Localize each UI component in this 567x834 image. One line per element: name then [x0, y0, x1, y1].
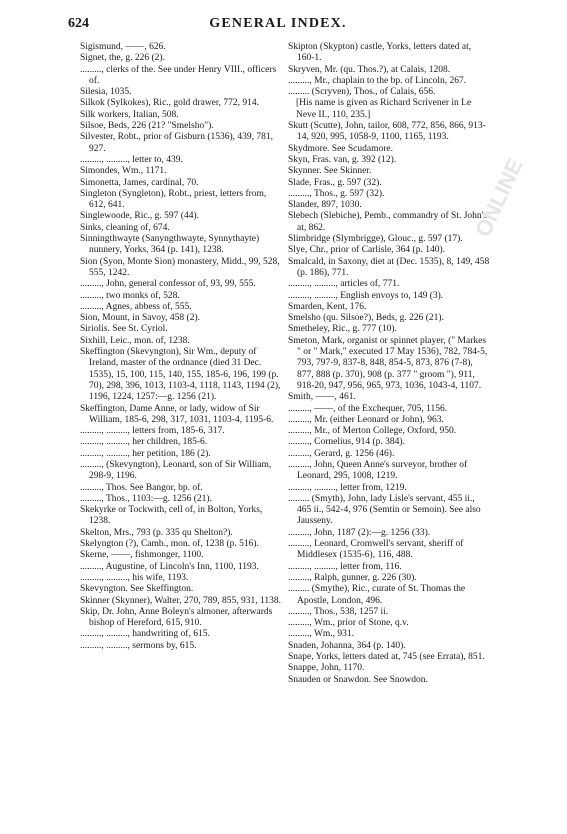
index-entry: Silesia, 1035. — [80, 87, 132, 98]
index-entry: ........., ........., letter to, 439. — [80, 154, 183, 165]
index-entry: Skelyngton (?), Camb., mon. of, 1238 (p. 516). — [80, 539, 259, 550]
index-entry: Slye, Chr., prior of Carlisle, 364 (p. 140). — [288, 245, 445, 256]
index-entry: ........., Agnes, abbess of, 555. — [80, 301, 192, 312]
index-entry: ........., ........., his wife, 1193. — [80, 572, 189, 583]
index-entry: Siriolis. See St. Cyriol. — [80, 324, 168, 335]
right-index-column — [288, 42, 490, 686]
index-entry: ........., Wm., prior of Stone, q.v. — [288, 618, 409, 629]
index-entry: Skerne, ——, fishmonger, 1100. — [80, 550, 204, 561]
index-entry: Sion (Syon, Monte Sion) monastery, Midd., 99, 528, 555, 1242. — [80, 256, 280, 278]
page-number: 624 — [68, 16, 89, 31]
index-entry: Skryven, Mr. (qu. Thos.?), at Calais, 1208. — [288, 64, 451, 75]
left-index-column — [80, 42, 282, 652]
index-entry: Slander, 897, 1030. — [288, 200, 362, 211]
index-entry: Skynner. See Skinner. — [288, 166, 372, 177]
index-entry: ........., Ralph, gunner, g. 226 (30). — [288, 572, 417, 583]
index-entry: ........., Mr. (either Leonard or John), 963. — [288, 414, 444, 425]
index-entry: Skipton (Skypton) castle, Yorks, letters dated at, 160-1. — [288, 42, 472, 64]
index-entry: Sinks, cleaning of, 674. — [80, 222, 170, 233]
index-entry: ........., John, Queen Anne's surveyor, brother of Leonard, 295, 1008, 1219. — [288, 459, 468, 482]
index-entry: Smelsho (qu. Silsoe?), Beds, g. 226 (21). — [288, 313, 444, 324]
index-entry: ........., ........., letter from, 1219. — [288, 482, 407, 493]
index-entry: Sion, Mount, in Savoy, 458 (2). — [80, 313, 200, 324]
index-entry: Smeton, Mark, organist or spinnet player, (" Markes " or " Mark," executed 17 May 1536), 782, 784-5, 793, 797-9, 837-8, 848, 854-5, 873, 876 (7-8), 877, 888 (p. 370), 908 (p. 377 " groom "), 911, 918-20, 947, 956, 965, 973, 1036, 1043-4, 1107. — [288, 335, 488, 391]
index-entry: ........., Gerard, g. 1256 (46). — [288, 448, 395, 459]
index-entry: ........., ........., letter from, 116. — [288, 561, 402, 572]
index-entry: ......... (Scryven), Thos., of Calais, 656. — [288, 87, 436, 98]
index-entry: ......... (Smyth), John, lady Lisle's servant, 455 ii., 465 ii., 542-4, 976 (Semtin or Semoin). See also Jausseny. — [288, 493, 481, 527]
index-entry: ........., ........., her children, 185-6. — [80, 437, 208, 448]
index-entry: Skydmore. See Scudamore. — [288, 143, 394, 154]
page-title: GENERAL INDEX. — [209, 16, 347, 31]
index-entry: Slebech (Slebiche), Pemb., commandry of St. John's at, 862. — [288, 211, 488, 233]
index-entry: ......... (Smythe), Ric., curate of St. Thomas the Apostle, London, 496. — [288, 584, 466, 606]
index-entry: ........., Thos. See Bangor, bp. of. — [80, 482, 203, 493]
index-entry: Smalcald, in Saxony, diet at (Dec. 1535), 8, 149, 458 (p. 186), 771. — [288, 256, 490, 278]
index-entry: ........., clerks of the. See under Henry VIII., officers of. — [80, 64, 277, 86]
page-header — [68, 14, 488, 36]
index-entry: Snauden or Snawdon. See Snowdon. — [288, 674, 428, 685]
index-entry: ........., ........., handwriting of, 615. — [80, 629, 210, 640]
index-entry: Silvester, Robt., prior of Gisburn (1536), 439, 781, 927. — [80, 132, 274, 154]
index-entry: ........., ——, of the Exchequer, 705, 1156. — [288, 403, 448, 414]
index-entry: ........., (Skevyngton), Leonard, son of Sir William, 298-9, 1196. — [80, 459, 272, 482]
index-entry: ........., ........., articles of, 771. — [288, 279, 400, 290]
index-entry: Skutt (Scutte), John, tailor, 608, 772, 856, 866, 913-14, 920, 995, 1058-9, 1100, 1165, 1193. — [288, 121, 486, 143]
index-entry: Silkok (Sylkokes), Ric., gold drawer, 772, 914. — [80, 98, 260, 109]
index-entry: Sinningthwayte (Sanyngthwayte, Synnythayte) nunnery, Yorks, 364 (p. 141), 1238. — [80, 234, 260, 256]
index-note: [His name is given as Richard Scrivener in Le Neve II., 110, 235.] — [296, 98, 472, 120]
index-entry: Sigismund, ——, 626. — [80, 42, 166, 52]
index-entry: ........., ........., her petition, 186 (2). — [80, 448, 211, 459]
index-entry: ........., ........., English envoys to, 149 (3). — [288, 290, 444, 301]
index-entry: ........., Thos., 1103:—g. 1256 (21). — [80, 493, 212, 504]
index-entry: ........., ........., sermons by, 615. — [80, 640, 197, 651]
index-entry: ........., John, general confessor of, 93, 99, 555. — [80, 279, 256, 290]
index-entry: Signet, the, g. 226 (2). — [80, 53, 165, 64]
index-entry: Skinner (Skynner), Walter, 270, 789, 855, 931, 1138. — [80, 595, 281, 606]
index-entry: Simonetta, James, cardinal, 70. — [80, 177, 199, 188]
index-entry: Silk workers, Italian, 508. — [80, 109, 179, 120]
index-entry: Smetheley, Ric., g. 777 (10). — [288, 324, 397, 335]
index-entry: ........., Cornelius, 914 (p. 384). — [288, 437, 405, 448]
index-entry: Smarden, Kent, 176. — [288, 301, 367, 312]
index-entry: ........., Wm., 931. — [288, 629, 355, 640]
index-entry: Snaden, Johanna, 364 (p. 140). — [288, 640, 406, 651]
index-entry: Snappe, John, 1170. — [288, 663, 365, 674]
index-entry: Slimbridge (Slymbrigge), Glouc., g. 597 (17). — [288, 234, 463, 245]
index-entry: Skeffington, Dame Anne, or lady, widow of Sir William, 185-6, 298, 317, 1031, 1103-4, 1195-6. — [80, 403, 274, 425]
index-entry: Singleton (Syngleton), Robt., priest, letters from, 612, 641. — [80, 188, 267, 211]
index-entry: ........., Augustine, of Lincoln's Inn, 1100, 1193. — [80, 561, 259, 572]
index-entry: Silsoe, Beds, 226 (21? "Smelsho"). — [80, 121, 214, 132]
index-entry: Smith, ——, 461. — [288, 392, 356, 403]
index-entry: ........., Thos., 538, 1257 ii. — [288, 606, 389, 617]
index-entry: Snape, Yorks, letters dated at, 745 (see Errata), 851. — [288, 652, 485, 663]
index-entry: ........., Leonard, Cromwell's servant, sheriff of Middlesex (1535-6), 116, 488. — [288, 539, 464, 561]
index-entry: Singlewoode, Ric., g. 597 (44). — [80, 211, 200, 222]
index-entry: Skekyrke or Tockwith, cell of, in Bolton, Yorks, 1238. — [80, 505, 263, 527]
index-entry: Sixhill, Leic., mon. of, 1238. — [80, 335, 190, 346]
index-entry: Simondes, Wm., 1171. — [80, 166, 167, 177]
index-entry: ........., Mr., of Merton College, Oxford, 950. — [288, 426, 457, 437]
index-entry: ........., two monks of, 528. — [80, 290, 180, 301]
index-entry: Skevyngton. See Skeffington. — [80, 584, 194, 595]
watermark: ONLINE — [470, 154, 528, 241]
index-entry: Skeffington (Skevyngton), Sir Wm., deputy of Ireland, master of the ordnance (died 31 Dec. 1535), 15, 100, 115, 140, 155, 185-6, 196, 199 (p. 70), 298, 396, 1013, 1103-4, 1118, 1143, 1194 (2), 1196, 1224, 1257:—g. 1256 (21). — [80, 347, 281, 403]
index-entry: Slade, Fras., g. 597 (32). — [288, 177, 382, 188]
index-entry: ........., Thos., g. 597 (32). — [288, 188, 385, 199]
index-entry: ........., John, 1187 (2):—g. 1256 (33). — [288, 527, 431, 538]
index-entry: Skelton, Mrs., 793 (p. 335 qu Shelton?). — [80, 527, 233, 538]
index-entry: ........., Mr., chaplain to the bp. of Lincoln, 267. — [288, 75, 467, 86]
index-entry: Skyn, Fras. van, g. 392 (12). — [288, 154, 397, 165]
index-entry: ........., ........., letters from, 185-6, 317. — [80, 426, 225, 437]
index-entry: Skip, Dr. John, Anne Boleyn's almoner, afterwards bishop of Hereford, 615, 910. — [80, 606, 273, 629]
